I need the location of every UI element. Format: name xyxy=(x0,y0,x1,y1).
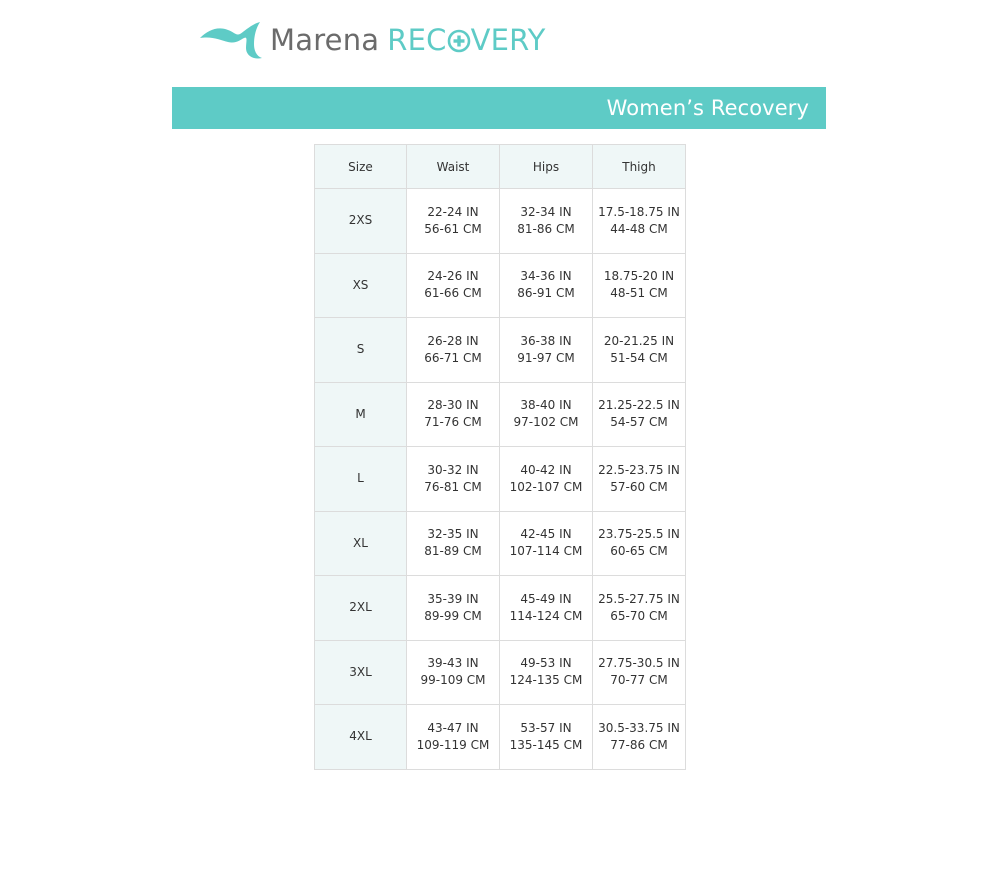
thigh-measurement-cell xyxy=(593,382,686,447)
hips-inches: 36-38 IN xyxy=(520,333,572,348)
thigh-measurement-cell xyxy=(593,576,686,641)
table-row xyxy=(315,382,686,447)
hips-inches: 42-45 IN xyxy=(520,527,572,542)
thigh-measurement-cell xyxy=(593,447,686,512)
column-header-hips: Hips xyxy=(500,145,593,189)
category-banner xyxy=(172,87,826,129)
thigh-centimeters: 57-60 CM xyxy=(610,479,668,494)
waist-centimeters: 89-99 CM xyxy=(424,608,482,623)
thigh-centimeters: 77-86 CM xyxy=(610,737,668,752)
thigh-measurement-cell xyxy=(593,705,686,770)
column-header-waist: Waist xyxy=(407,145,500,189)
table-row xyxy=(315,447,686,512)
hips-measurement-cell xyxy=(500,576,593,641)
brand-logo xyxy=(198,18,546,62)
hips-centimeters: 135-145 CM xyxy=(509,737,583,752)
logo-product-line-part: VERY xyxy=(470,23,546,57)
logo-wordmark xyxy=(270,18,546,62)
hips-measurement-cell xyxy=(500,189,593,254)
hips-measurement-cell xyxy=(500,705,593,770)
waist-centimeters: 66-71 CM xyxy=(424,350,482,365)
waist-inches: 26-28 IN xyxy=(427,333,479,348)
waist-inches: 24-26 IN xyxy=(427,269,479,284)
waist-centimeters: 71-76 CM xyxy=(424,415,482,430)
medical-cross-icon xyxy=(447,29,471,53)
hips-measurement-cell xyxy=(500,511,593,576)
hips-inches: 45-49 IN xyxy=(520,591,572,606)
waist-inches: 28-30 IN xyxy=(427,398,479,413)
hips-measurement-cell xyxy=(500,253,593,318)
logo-product-line xyxy=(387,23,545,57)
thigh-measurement-cell xyxy=(593,640,686,705)
thigh-measurement-cell xyxy=(593,511,686,576)
thigh-inches: 18.75-20 IN xyxy=(603,269,675,284)
hips-centimeters: 86-91 CM xyxy=(517,286,575,301)
table-row xyxy=(315,189,686,254)
size-label-cell: XL xyxy=(315,511,407,576)
table-row xyxy=(315,640,686,705)
hips-centimeters: 107-114 CM xyxy=(509,544,583,559)
waist-inches: 30-32 IN xyxy=(427,462,479,477)
hips-measurement-cell xyxy=(500,447,593,512)
hips-inches: 38-40 IN xyxy=(520,398,572,413)
waist-inches: 22-24 IN xyxy=(427,204,479,219)
table-row xyxy=(315,511,686,576)
hips-measurement-cell xyxy=(500,640,593,705)
hips-inches: 40-42 IN xyxy=(520,462,572,477)
waist-measurement-cell xyxy=(407,705,500,770)
thigh-measurement-cell xyxy=(593,253,686,318)
column-header-size: Size xyxy=(315,145,407,189)
thigh-measurement-cell xyxy=(593,318,686,383)
waist-measurement-cell xyxy=(407,447,500,512)
table-row xyxy=(315,576,686,641)
hips-centimeters: 124-135 CM xyxy=(509,673,583,688)
waist-measurement-cell xyxy=(407,576,500,641)
thigh-measurement-cell xyxy=(593,189,686,254)
logo-product-line-part: REC xyxy=(387,23,447,57)
hips-centimeters: 102-107 CM xyxy=(509,479,583,494)
waist-centimeters: 109-119 CM xyxy=(416,737,490,752)
thigh-inches: 20-21.25 IN xyxy=(603,333,675,348)
thigh-centimeters: 51-54 CM xyxy=(610,350,668,365)
waist-centimeters: 99-109 CM xyxy=(420,673,486,688)
waist-measurement-cell xyxy=(407,253,500,318)
waist-inches: 43-47 IN xyxy=(427,720,479,735)
thigh-inches: 22.5-23.75 IN xyxy=(598,462,680,477)
hips-centimeters: 81-86 CM xyxy=(517,221,575,236)
size-chart-table xyxy=(314,144,686,770)
size-label-cell: 2XL xyxy=(315,576,407,641)
waist-inches: 39-43 IN xyxy=(427,656,479,671)
table-row xyxy=(315,318,686,383)
waist-inches: 32-35 IN xyxy=(427,527,479,542)
size-label-cell: L xyxy=(315,447,407,512)
waist-measurement-cell xyxy=(407,318,500,383)
size-label-cell: XS xyxy=(315,253,407,318)
waist-centimeters: 56-61 CM xyxy=(424,221,482,236)
column-header-thigh: Thigh xyxy=(593,145,686,189)
waist-inches: 35-39 IN xyxy=(427,591,479,606)
waist-measurement-cell xyxy=(407,640,500,705)
thigh-centimeters: 44-48 CM xyxy=(610,221,668,236)
thigh-inches: 27.75-30.5 IN xyxy=(598,656,680,671)
waist-measurement-cell xyxy=(407,382,500,447)
hips-centimeters: 91-97 CM xyxy=(517,350,575,365)
hips-inches: 49-53 IN xyxy=(520,656,572,671)
hips-measurement-cell xyxy=(500,318,593,383)
hips-measurement-cell xyxy=(500,382,593,447)
waist-measurement-cell xyxy=(407,189,500,254)
size-label-cell: 4XL xyxy=(315,705,407,770)
thigh-inches: 30.5-33.75 IN xyxy=(598,720,680,735)
hips-inches: 53-57 IN xyxy=(520,720,572,735)
thigh-centimeters: 54-57 CM xyxy=(610,415,668,430)
hips-inches: 34-36 IN xyxy=(520,269,572,284)
thigh-inches: 25.5-27.75 IN xyxy=(598,591,680,606)
waist-centimeters: 76-81 CM xyxy=(424,479,482,494)
waist-centimeters: 61-66 CM xyxy=(424,286,482,301)
thigh-centimeters: 48-51 CM xyxy=(610,286,668,301)
size-label-cell: 2XS xyxy=(315,189,407,254)
hips-inches: 32-34 IN xyxy=(520,204,572,219)
thigh-inches: 17.5-18.75 IN xyxy=(598,204,680,219)
size-label-cell: S xyxy=(315,318,407,383)
thigh-inches: 21.25-22.5 IN xyxy=(598,398,680,413)
thigh-centimeters: 70-77 CM xyxy=(610,673,668,688)
size-label-cell: M xyxy=(315,382,407,447)
logo-brand-name: Marena xyxy=(270,23,380,57)
thigh-centimeters: 65-70 CM xyxy=(610,608,668,623)
hips-centimeters: 114-124 CM xyxy=(509,608,583,623)
size-label-cell: 3XL xyxy=(315,640,407,705)
table-header-row xyxy=(315,145,686,189)
waist-measurement-cell xyxy=(407,511,500,576)
marena-wave-logo-icon xyxy=(198,18,264,62)
table-row xyxy=(315,705,686,770)
banner-title: Women’s Recovery xyxy=(606,96,809,120)
thigh-centimeters: 60-65 CM xyxy=(610,544,668,559)
waist-centimeters: 81-89 CM xyxy=(424,544,482,559)
hips-centimeters: 97-102 CM xyxy=(513,415,579,430)
table-row xyxy=(315,253,686,318)
thigh-inches: 23.75-25.5 IN xyxy=(598,527,680,542)
